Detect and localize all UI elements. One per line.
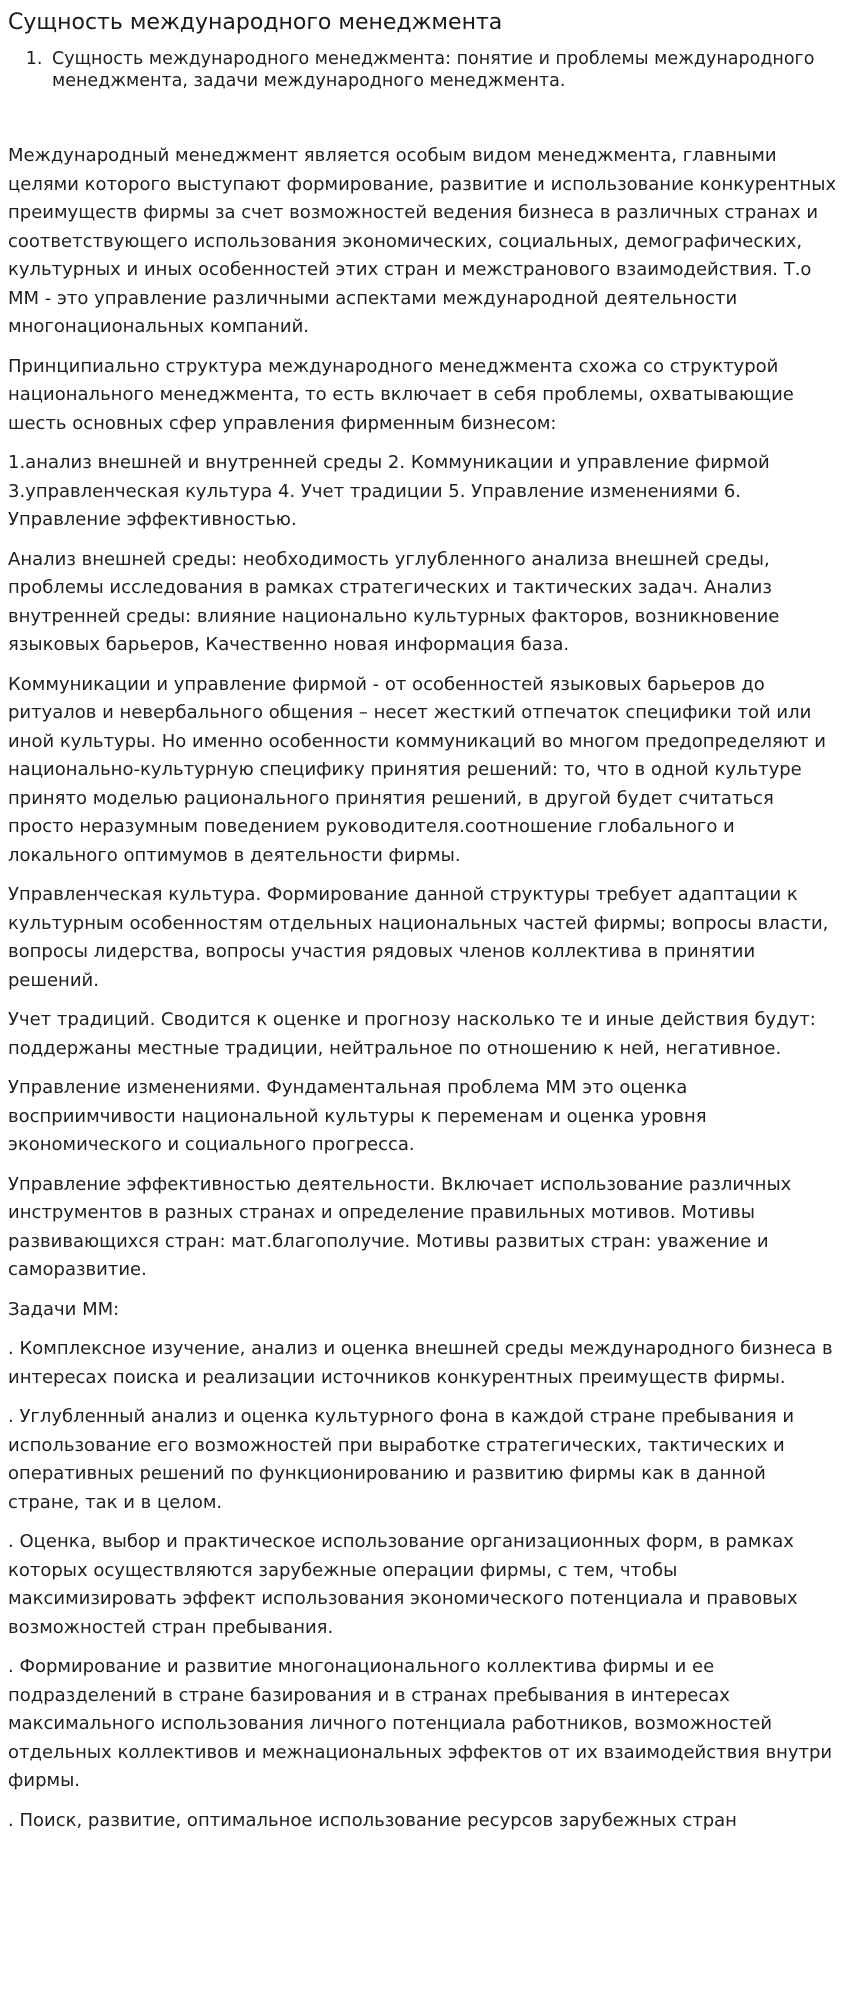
document-page xyxy=(8,0,840,1846)
body-paragraph: 1.анализ внешней и внутренней среды 2. Коммуникации и управление фирмой 3.управленческая культура 4. Учет традиции 5. Управление изменениями 6. Управление эффективностью. xyxy=(8,452,770,530)
document-body xyxy=(8,142,840,1835)
body-paragraph: Управление изменениями. Фундаментальная проблема ММ это оценка восприимчивости национальной культуры к переменам и оценка уровня экономического и социального прогресса. xyxy=(8,1077,707,1155)
body-paragraph: Принципиально структура международного менеджмента схожа со структурой национального менеджмента, то есть включает в себя проблемы, охватывающие шесть основных сфер управления фирменным бизнесом: xyxy=(8,355,794,434)
task-item: . Оценка, выбор и практическое использование организационных форм, в рамках которых осуществляются зарубежные операции фирмы, с тем, чтобы максимизировать эффект использования экономического потенциала и правовых возможностей стран пребывания. xyxy=(8,1531,798,1638)
document-title: Сущность международного менеджмента xyxy=(8,10,503,35)
toc-item: 1. Сущность международного менеджмента: понятие и проблемы международного менеджмента, задачи международного менеджмента. xyxy=(48,48,840,92)
body-paragraph: Управленческая культура. Формирование данной структуры требует адаптации к культурным особенностям отдельных национальных частей фирмы; вопросы власти, вопросы лидерства, вопросы участия рядовых членов коллектива в принятии решений. xyxy=(8,884,829,991)
body-paragraph: Международный менеджмент является особым видом менеджмента, главными целями которого выступают формирование, развитие и использование конкурентных преимуществ фирмы за счет возможностей ведения бизнеса в различных странах и соответствующего использования экономических, социальных, демографических, культурных и иных особенностей этих стран и межстранового взаимодействия. Т.о ММ - это управление различными аспектами международной деятельности многонациональных компаний. xyxy=(8,145,837,337)
body-paragraph: Анализ внешней среды: необходимость углубленного анализа внешней среды, проблемы исследования в рамках стратегических и тактических задач. Анализ внутренней среды: влияние национально культурных факторов, возникновение языковых барьеров, Качественно новая информация база. xyxy=(8,548,780,655)
body-paragraph: Управление эффективностью деятельности. Включает использование различных инструментов в разных странах и определение правильных мотивов. Мотивы развивающихся стран: мат.благополучие. Мотивы развитых стран: уважение и саморазвитие. xyxy=(8,1173,792,1280)
table-of-contents xyxy=(8,48,840,92)
body-paragraph: Учет традиций. Сводится к оценке и прогнозу насколько те и иные действия будут: поддержаны местные традиции, нейтральное по отношению к ней, негативное. xyxy=(8,1009,816,1059)
task-item: . Формирование и развитие многонационального коллектива фирмы и ее подразделений в стране базирования и в странах пребывания в интересах максимального использования личного потенциала работников, возможностей отдельных коллективов и межнациональных эффектов от их взаимодействия внутри фирмы. xyxy=(8,1656,833,1791)
task-item: . Углубленный анализ и оценка культурного фона в каждой стране пребывания и использование его возможностей при выработке стратегических, тактических и оперативных решений по функционированию и развитию фирмы как в данной стране, так и в целом. xyxy=(8,1406,795,1513)
task-item: . Комплексное изучение, анализ и оценка внешней среды международного бизнеса в интересах поиска и реализации источников конкурентных преимуществ фирмы. xyxy=(8,1338,833,1388)
task-item: . Поиск, развитие, оптимальное использование ресурсов зарубежных стран xyxy=(8,1809,737,1831)
tasks-heading: Задачи ММ: xyxy=(8,1298,120,1320)
body-paragraph: Коммуникации и управление фирмой - от особенностей языковых барьеров до ритуалов и невербального общения – несет жесткий отпечаток специфики той или иной культуры. Но именно особенности коммуникаций во многом предопределяют и национально-культурную специфику принятия решений: то, что в одной культуре принято моделью рационального принятия решений, в другой будет считаться просто неразумным поведением руководителя.соотношение глобального и локального оптимумов в деятельности фирмы. xyxy=(8,673,826,866)
